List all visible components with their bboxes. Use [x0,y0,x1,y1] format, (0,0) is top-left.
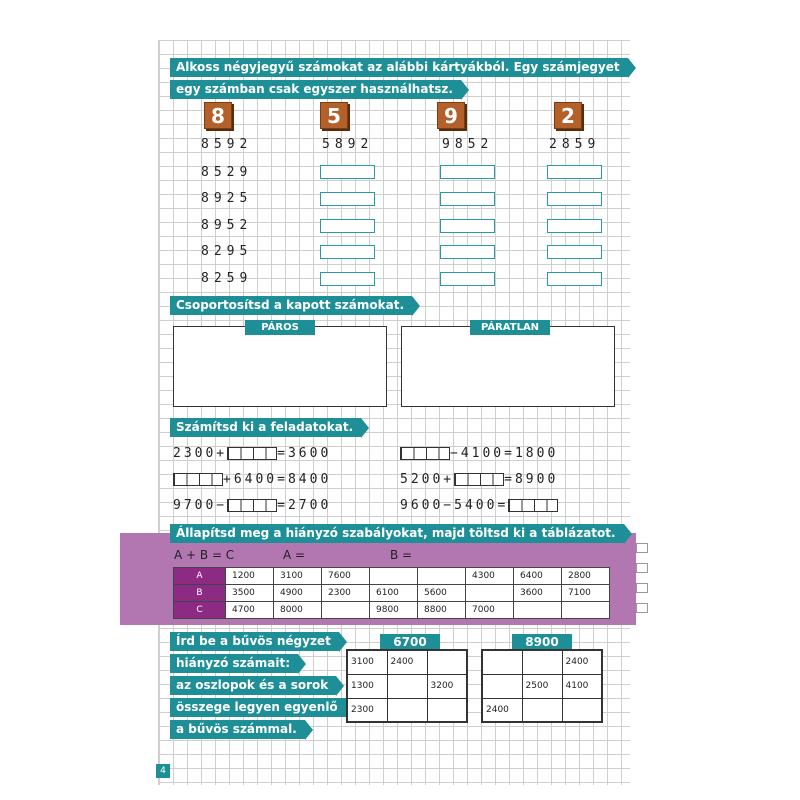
table-cell[interactable] [562,602,610,619]
blank-box[interactable] [400,447,450,460]
answer-slot[interactable] [320,272,375,286]
row-header: A [174,568,226,585]
table-cell[interactable] [370,568,418,585]
equation-part: 9600−5400= [400,498,509,513]
row-header: C [174,602,226,619]
answer-slot[interactable] [320,219,375,233]
table-cell[interactable]: 6400 [514,568,562,585]
magic-square-title: 8900 [512,634,572,650]
table-row [347,698,467,722]
table-cell[interactable]: 9800 [370,602,418,619]
blank-box[interactable] [508,499,558,512]
number-entry: 8529 [201,165,253,180]
formula-c: A + B = C [174,548,235,562]
odd-label: PÁRATLAN [470,320,550,335]
number-entry: 8952 [201,218,253,233]
number-entry: 8295 [201,244,253,259]
answer-slot[interactable] [547,219,602,233]
rules-table [173,567,610,619]
magic-square [481,649,603,723]
number-entry: 9852 [442,137,494,152]
answer-slot[interactable] [320,192,375,206]
equation-part: 5200+ [400,472,455,487]
table-cell[interactable]: 2800 [562,568,610,585]
magic-cell[interactable]: 3200 [427,674,467,698]
equation-part: =2700 [277,498,332,513]
blank-box[interactable] [227,447,277,460]
table-cell[interactable]: 2300 [322,585,370,602]
equation-part: 2300+ [173,446,228,461]
magic-square [346,649,468,723]
page-tab-notch [636,563,648,573]
magic-cell[interactable] [482,674,522,698]
table-cell[interactable]: 4700 [226,602,274,619]
magic-cell[interactable] [427,650,467,674]
magic-cell[interactable] [562,698,602,722]
magic-cell[interactable]: 2400 [562,650,602,674]
task1-instruction-line2: egy számban csak egyszer használhatsz. [170,80,461,99]
task3-instruction: Számítsd ki a feladatokat. [170,418,361,437]
answer-slot[interactable] [547,245,602,259]
magic-cell[interactable]: 2400 [482,698,522,722]
table-cell[interactable]: 3100 [274,568,322,585]
digit-card: 5 [320,102,348,129]
equation-row [400,446,558,462]
magic-cell[interactable] [522,698,562,722]
task5-instruction-line: az oszlopok és a sorok [170,676,336,695]
magic-cell[interactable]: 2300 [347,698,387,722]
blank-box[interactable] [173,473,223,486]
odd-numbers-box[interactable] [401,326,615,407]
table-cell[interactable]: 4300 [466,568,514,585]
equation-row [400,498,558,514]
even-label: PÁROS [245,320,315,335]
page-tab-notch [636,543,648,553]
digit-card: 8 [204,102,232,129]
table-cell[interactable]: 1200 [226,568,274,585]
table-cell[interactable]: 8000 [274,602,322,619]
equation-part: =8900 [504,472,559,487]
answer-slot[interactable] [547,192,602,206]
equation-row [173,446,331,462]
table-cell[interactable] [514,602,562,619]
table-cell[interactable]: 6100 [370,585,418,602]
number-entry: 8925 [201,191,253,206]
magic-cell[interactable]: 2400 [387,650,427,674]
answer-slot[interactable] [440,192,495,206]
task4-instruction: Állapítsd meg a hiányzó szabályokat, majd töltsd ki a táblázatot. [170,524,624,543]
answer-slot[interactable] [440,165,495,179]
magic-cell[interactable] [387,674,427,698]
number-entry: 8592 [201,137,253,152]
answer-slot[interactable] [547,165,602,179]
table-row [482,698,602,722]
magic-cell[interactable]: 1300 [347,674,387,698]
page-tab-notch [636,603,648,613]
magic-cell[interactable]: 2500 [522,674,562,698]
table-row [482,674,602,698]
task5-instruction-line: Írd be a bűvös négyzet [170,632,339,651]
task2-instruction: Csoportosítsd a kapott számokat. [170,296,412,315]
table-cell[interactable]: 7000 [466,602,514,619]
answer-slot[interactable] [547,272,602,286]
answer-slot[interactable] [440,219,495,233]
table-cell[interactable] [322,602,370,619]
page-tab-notch [636,583,648,593]
page-number: 4 [156,764,170,778]
equation-part: +6400=8400 [223,472,332,487]
table-cell[interactable]: 7100 [562,585,610,602]
blank-box[interactable] [227,499,277,512]
table-row [174,602,610,619]
even-numbers-box[interactable] [173,326,387,407]
magic-cell[interactable]: 3100 [347,650,387,674]
magic-cell[interactable] [482,650,522,674]
table-row [347,674,467,698]
magic-cell[interactable] [522,650,562,674]
equation-part: −4100=1800 [450,446,559,461]
table-cell[interactable] [466,585,514,602]
table-row [174,585,610,602]
row-header: B [174,585,226,602]
digit-card: 9 [437,102,465,129]
table-cell[interactable]: 5600 [418,585,466,602]
digit-card: 2 [554,102,582,129]
equation-part: =3600 [277,446,332,461]
table-row [347,650,467,674]
task5-instruction-line: összege legyen egyenlő [170,698,346,717]
table-row [482,650,602,674]
table-cell[interactable]: 8800 [418,602,466,619]
blank-box[interactable] [454,473,504,486]
answer-slot[interactable] [440,272,495,286]
equation-row [173,472,331,488]
table-cell[interactable]: 7600 [322,568,370,585]
answer-slot[interactable] [320,245,375,259]
number-entry: 5892 [322,137,374,152]
equation-row [173,498,331,514]
table-cell[interactable]: 3600 [514,585,562,602]
formula-b: B = [390,548,413,562]
formula-a: A = [283,548,306,562]
answer-slot[interactable] [320,165,375,179]
number-entry: 2859 [549,137,601,152]
task5-instruction-line: a bűvös számmal. [170,720,305,739]
equation-row [400,472,558,488]
number-entry: 8259 [201,271,253,286]
magic-square-title: 6700 [380,634,440,650]
magic-cell[interactable] [387,698,427,722]
magic-cell[interactable] [427,698,467,722]
table-cell[interactable]: 3500 [226,585,274,602]
table-row [174,568,610,585]
answer-slot[interactable] [440,245,495,259]
table-cell[interactable]: 4900 [274,585,322,602]
task1-instruction-line1: Alkoss négyjegyű számokat az alábbi kártyákból. Egy számjegyet [170,58,628,77]
equation-part: 9700− [173,498,228,513]
task5-instruction-line: hiányzó számait: [170,654,298,673]
table-cell[interactable] [418,568,466,585]
magic-cell[interactable]: 4100 [562,674,602,698]
